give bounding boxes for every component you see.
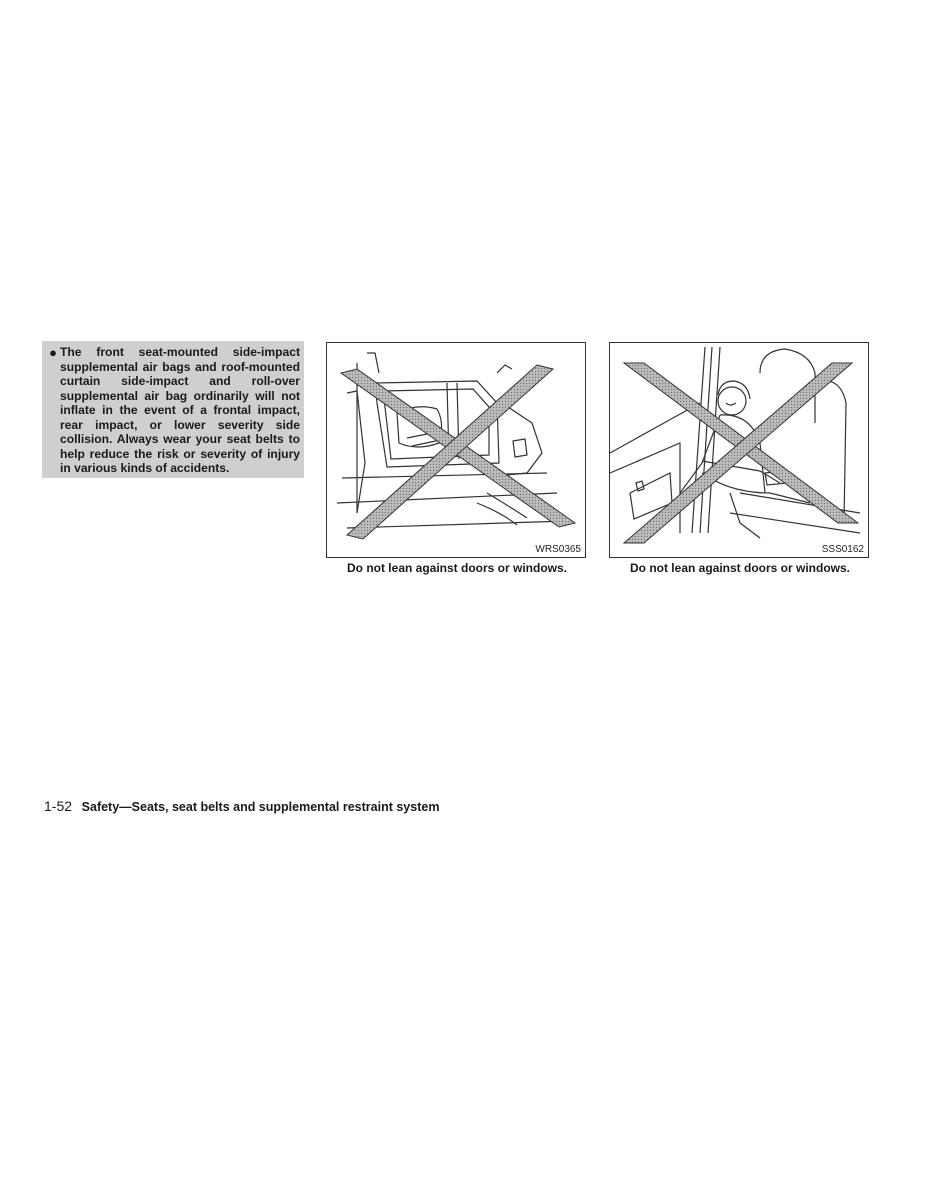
bullet-icon: ● bbox=[49, 345, 57, 360]
figure-seated-person bbox=[609, 342, 869, 558]
door-window-illustration bbox=[327, 343, 585, 557]
page-footer bbox=[44, 798, 439, 815]
figure-code: SSS0162 bbox=[821, 544, 864, 555]
figure-caption: Do not lean against doors or windows. bbox=[629, 561, 850, 575]
figure-caption: Do not lean against doors or windows. bbox=[346, 561, 567, 575]
page-number: 1-52 bbox=[44, 798, 73, 814]
figure-code: WRS0365 bbox=[535, 544, 581, 555]
figure-door-window bbox=[326, 342, 586, 558]
seated-person-illustration bbox=[610, 343, 868, 557]
warning-item bbox=[46, 345, 300, 476]
warning-text: The front seat-mounted side-impact supplemental air bags and roof-mounted curtain side-impact and roll-over supplemental air bag ordinarily will not inflate in the event of a frontal impact, rear impact, or lower severity side collision. Always wear your seat belts to help reduce the risk or severity of injury in various kinds of accidents. bbox=[60, 345, 300, 475]
section-title: Safety—Seats, seat belts and supplemental restraint system bbox=[81, 800, 440, 814]
warning-box bbox=[42, 341, 304, 478]
